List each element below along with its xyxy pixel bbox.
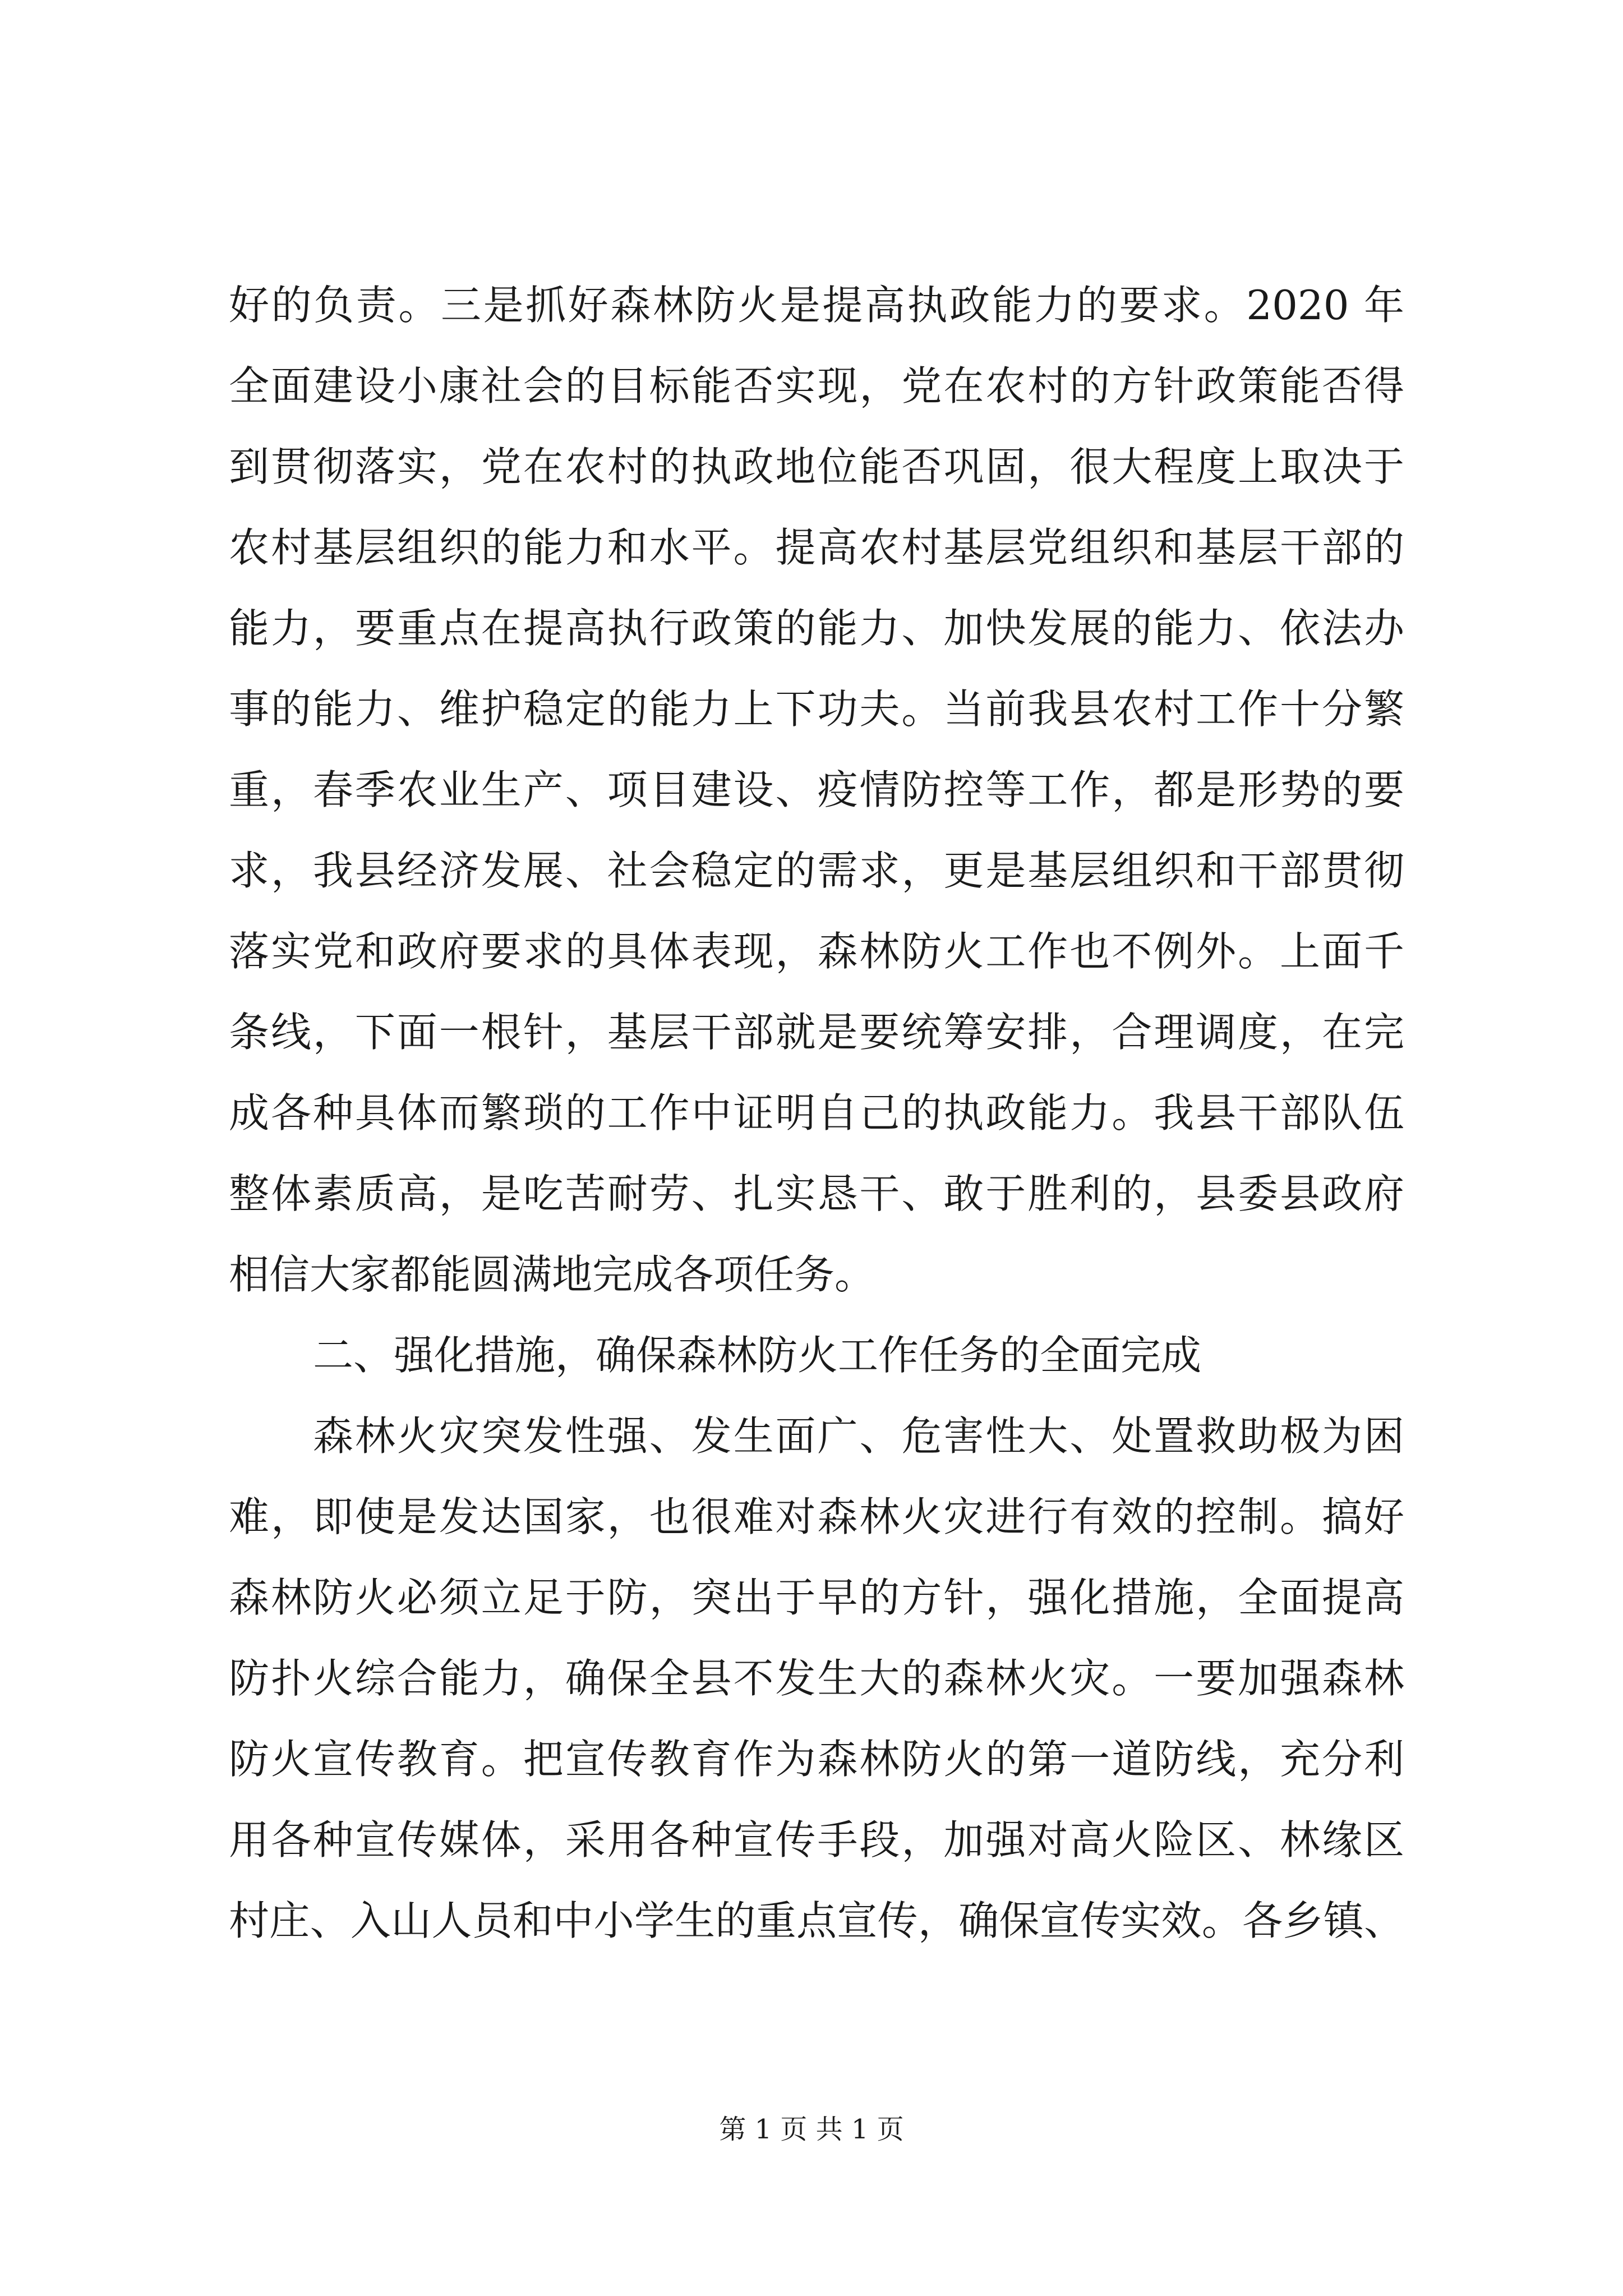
text-line: 能力，要重点在提高执行政策的能力、加快发展的能力、依法办: [229, 605, 1404, 652]
paragraph: [229, 1396, 1404, 1961]
text-line: 落实党和政府要求的具体表现，森林防火工作也不例外。上面千: [229, 928, 1404, 975]
document-body: [229, 265, 1404, 1961]
paragraph: [229, 265, 1404, 1315]
text-line: 村庄、入山人员和中小学生的重点宣传，确保宣传实效。各乡镇、: [229, 1897, 1404, 1944]
text-line: 条线，下面一根针，基层干部就是要统筹安排，合理调度，在完: [229, 1009, 1404, 1056]
text-line: 森林防火必须立足于防，突出于早的方针，强化措施，全面提高: [229, 1574, 1404, 1621]
page-footer: [0, 2109, 1623, 2150]
text-line: 相信大家都能圆满地完成各项任务。: [229, 1251, 875, 1298]
text-line: 防火宣传教育。把宣传教育作为森林防火的第一道防线，充分利: [229, 1736, 1404, 1783]
text-line: 难，即使是发达国家，也很难对森林火灾进行有效的控制。搞好: [229, 1493, 1404, 1540]
text-line: 重，春季农业生产、项目建设、疫情防控等工作，都是形势的要: [229, 766, 1404, 813]
text-line: 好的负责。三是抓好森林防火是提高执政能力的要求。2020 年: [229, 282, 1404, 329]
text-line: 求，我县经济发展、社会稳定的需求，更是基层组织和干部贯彻: [229, 847, 1404, 894]
text-line: 到贯彻落实，党在农村的执政地位能否巩固，很大程度上取决于: [229, 443, 1404, 490]
text-line: 整体素质高，是吃苦耐劳、扎实恳干、敢于胜利的，县委县政府: [229, 1170, 1404, 1217]
text-line: 农村基层组织的能力和水平。提高农村基层党组织和基层干部的: [229, 524, 1404, 571]
text-line: 用各种宣传媒体，采用各种宣传手段，加强对高火险区、林缘区: [229, 1816, 1404, 1864]
section-heading: 二、强化措施，确保森林防火工作任务的全面完成: [313, 1332, 1202, 1379]
text-line: 全面建设小康社会的目标能否实现，党在农村的方针政策能否得: [229, 362, 1404, 409]
text-line: 事的能力、维护稳定的能力上下功夫。当前我县农村工作十分繁: [229, 685, 1404, 733]
text-line: 防扑火综合能力，确保全县不发生大的森林火灾。一要加强森林: [229, 1655, 1404, 1702]
text-line: 森林火灾突发性强、发生面广、危害性大、处置救助极为困: [313, 1412, 1404, 1460]
text-line: 成各种具体而繁琐的工作中证明自己的执政能力。我县干部队伍: [229, 1089, 1404, 1137]
page-number: 第 1 页 共 1 页: [719, 2114, 904, 2145]
